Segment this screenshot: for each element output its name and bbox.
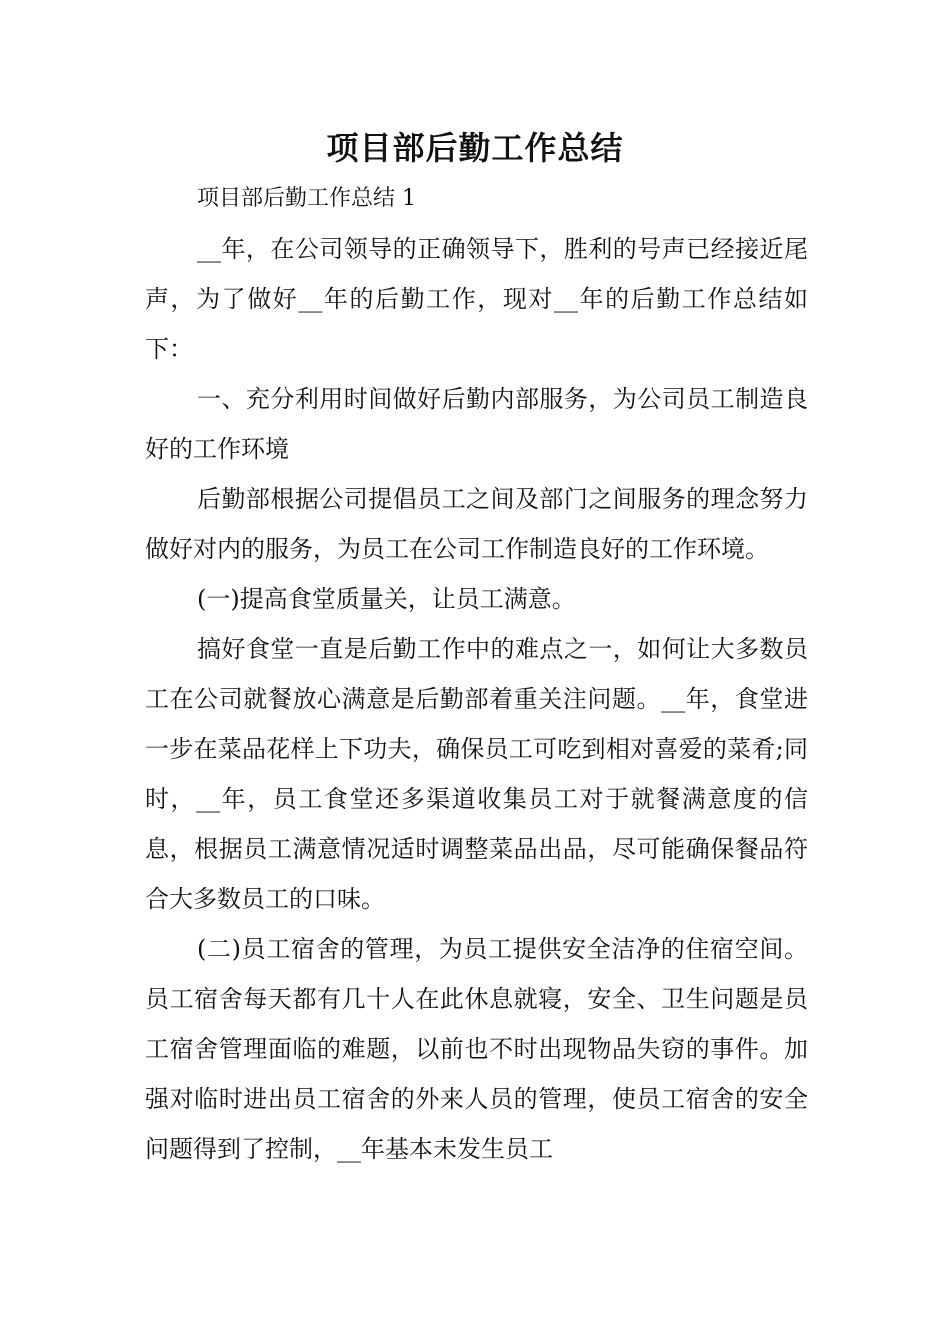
- document-body: [145, 174, 808, 1174]
- section-subtitle: 项目部后勤工作总结 1: [197, 186, 416, 211]
- paragraph-intro: __年，在公司领导的正确领导下，胜利的号声已经接近尾声，为了做好__年的后勤工作，现对__年的后勤工作总结如下：: [145, 235, 808, 363]
- paragraph-dormitory: (二)员工宿舍的管理，为员工提供安全洁净的住宿空间。员工宿舍每天都有几十人在此休息就寝，安全、卫生问题是员工宿舍管理面临的难题，以前也不时出现物品失窃的事件。加强对临时进出员工宿舍的外来人员的管理，使员工宿舍的安全问题得到了控制，__年基本未发生员工: [145, 935, 808, 1163]
- paragraph-canteen: 搞好食堂一直是后勤工作中的难点之一，如何让大多数员工在公司就餐放心满意是后勤部着重关注问题。__年，食堂进一步在菜品花样上下功夫，确保员工可吃到相对喜爱的菜肴;同时，__年，员工食堂还多渠道收集员工对于就餐满意度的信息，根据员工满意情况适时调整菜品出品，尽可能确保餐品符合大多数员工的口味。: [145, 635, 808, 913]
- document-title: 项目部后勤工作总结: [326, 129, 624, 167]
- paragraph-heading-canteen: (一)提高食堂质量关，让员工满意。: [197, 585, 576, 613]
- paragraph-service: 后勤部根据公司提倡员工之间及部门之间服务的理念努力做好对内的服务，为员工在公司工作制造良好的工作环境。: [145, 485, 808, 563]
- paragraph-heading-1: 一、充分利用时间做好后勤内部服务，为公司员工制造良好的工作环境: [145, 385, 808, 463]
